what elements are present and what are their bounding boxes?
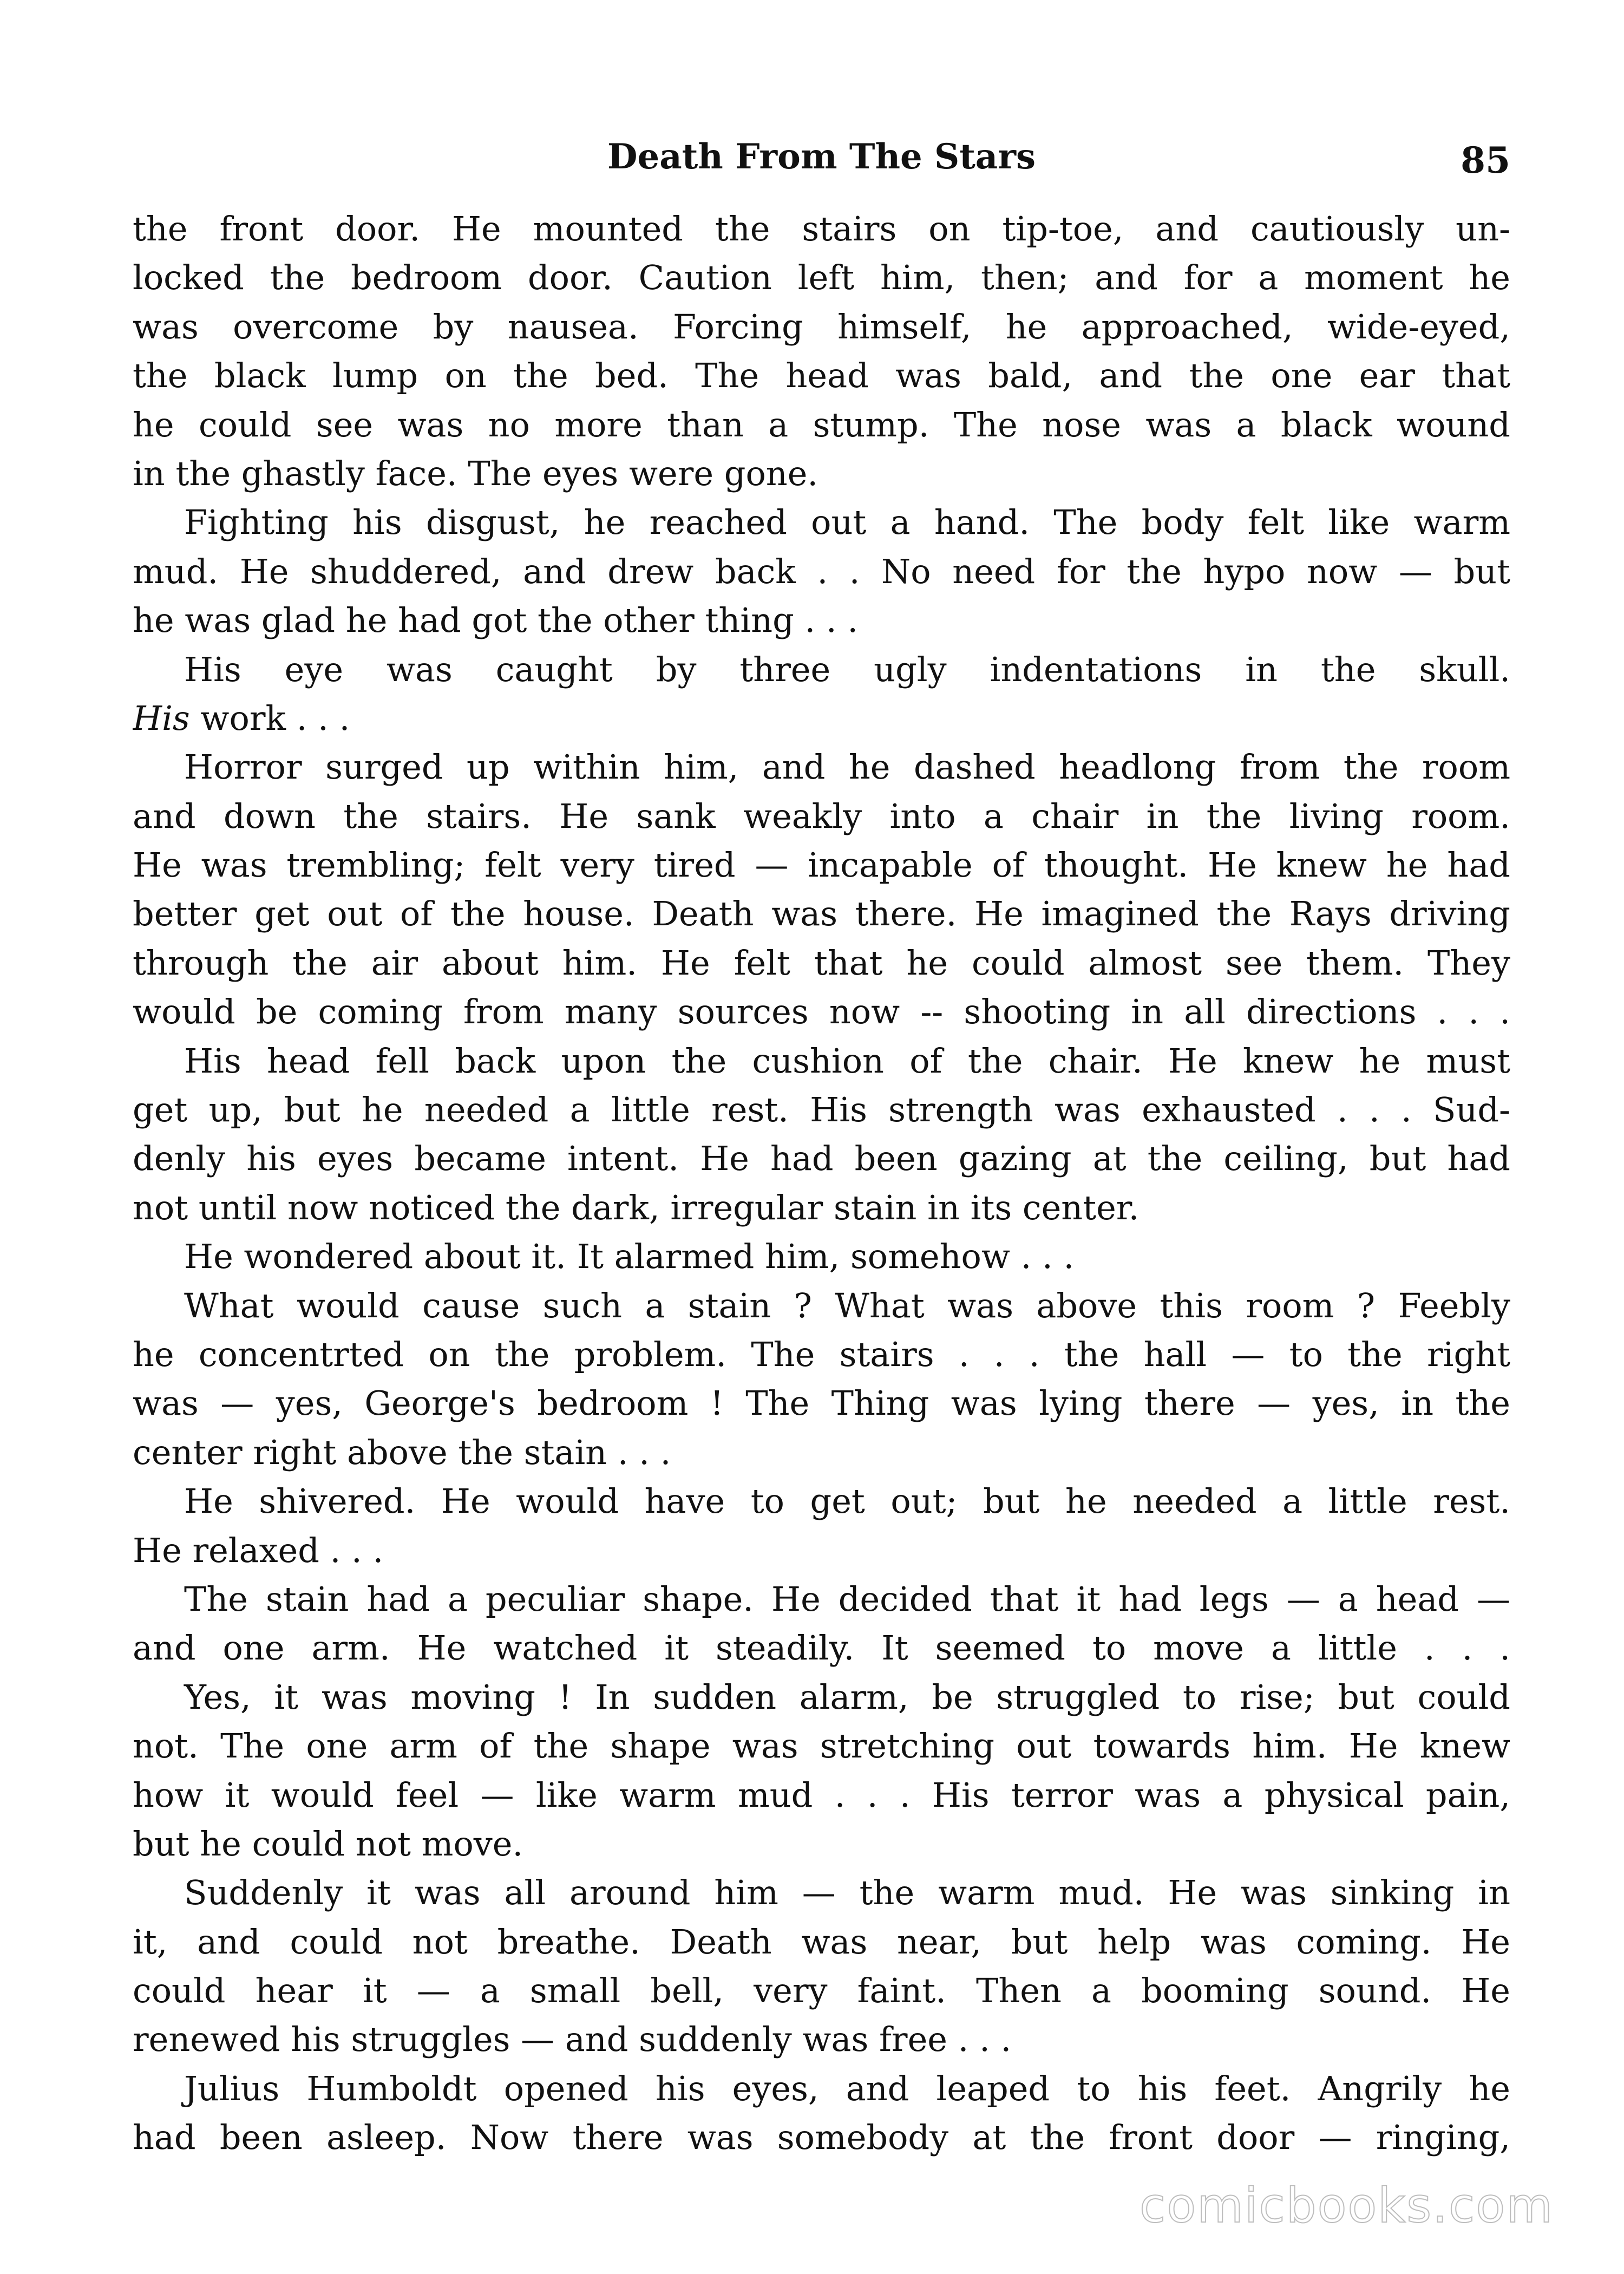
text-line: he could see was no more than a stump. The nose was a black wound [133, 404, 1510, 445]
text-line: Yes, it was moving ! In sudden alarm, be struggled to rise; but could [184, 1677, 1510, 1717]
text-line-mixed [133, 694, 1510, 743]
text-line: in the ghastly face. The eyes were gone. [133, 453, 818, 493]
text-line: His head fell back upon the cushion of the chair. He knew he must [184, 1041, 1510, 1081]
text-line: through the air about him. He felt that he could almost see them. They [133, 943, 1510, 983]
page-number: 85 [1461, 139, 1510, 181]
text-line: Suddenly it was all around him — the warm mud. He was sinking in [184, 1873, 1510, 1913]
text-line: he concentrted on the problem. The stairs . . . the hall — to the right [133, 1334, 1510, 1374]
text-line: had been asleep. Now there was somebody at the front door — ringing, [133, 2118, 1510, 2158]
text-line: He was trembling; felt very tired — incapable of thought. He knew he had [133, 845, 1510, 885]
text-line: would be coming from many sources now -- shooting in all directions . . . [133, 992, 1510, 1032]
text-line: center right above the stain . . . [133, 1432, 671, 1472]
text-line: better get out of the house. Death was there. He imagined the Rays driving [133, 894, 1510, 934]
text-line: it, and could not breathe. Death was near, but help was coming. He [133, 1922, 1510, 1962]
text-line: Fighting his disgust, he reached out a hand. The body felt like warm [184, 502, 1510, 543]
text-line: was — yes, George's bedroom ! The Thing was lying there — yes, in the [133, 1383, 1510, 1423]
text-run: work . . . [189, 698, 350, 738]
text-line: not until now noticed the dark, irregular stain in its center. [133, 1187, 1140, 1227]
text-line: Julius Humboldt opened his eyes, and leaped to his feet. Angrily he [184, 2068, 1510, 2108]
text-line: mud. He shuddered, and drew back . . No need for the hypo now — but [133, 551, 1510, 591]
text-line: the front door. He mounted the stairs on tip-toe, and cautiously un- [133, 209, 1510, 249]
text-line: but he could not move. [133, 1824, 523, 1864]
text-line: the black lump on the bed. The head was bald, and the one ear that [133, 356, 1510, 396]
text-line: He wondered about it. It alarmed him, somehow . . . [184, 1237, 1075, 1277]
text-line: What would cause such a stain ? What was above this room ? Feebly [184, 1285, 1510, 1325]
text-line: locked the bedroom door. Caution left him, then; and for a moment he [133, 258, 1510, 298]
running-title: Death From The Stars [607, 136, 1036, 177]
text-line: could hear it — a small bell, very faint. Then a booming sound. He [133, 1971, 1510, 2011]
text-line: The stain had a peculiar shape. He decided that it had legs — a head — [184, 1579, 1510, 1619]
text-line: and one arm. He watched it steadily. It seemed to move a little . . . [133, 1628, 1510, 1668]
italic-word: His [133, 698, 190, 738]
body-text [133, 205, 1510, 2162]
text-line: He relaxed . . . [133, 1530, 384, 1570]
text-line: how it would feel — like warm mud . . . His terror was a physical pain, [133, 1775, 1510, 1815]
running-head [133, 130, 1510, 184]
text-line: He shivered. He would have to get out; but he needed a little rest. [184, 1481, 1510, 1521]
watermark-logo: comicbooks.com [1139, 2178, 1554, 2233]
text-line: His eye was caught by three ugly indentations in the skull. [184, 649, 1510, 689]
text-line: and down the stairs. He sank weakly into a chair in the living room. [133, 796, 1510, 836]
text-line: get up, but he needed a little rest. His strength was exhausted . . . Sud- [133, 1090, 1510, 1130]
text-line: denly his eyes became intent. He had been gazing at the ceiling, but had [133, 1139, 1510, 1179]
text-line: Horror surged up within him, and he dashed headlong from the room [184, 747, 1510, 787]
text-line: renewed his struggles — and suddenly was free . . . [133, 2020, 1012, 2060]
text-line: was overcome by nausea. Forcing himself, he approached, wide-eyed, [133, 306, 1510, 347]
text-line: he was glad he had got the other thing . . . [133, 600, 859, 641]
text-line: not. The one arm of the shape was stretching out towards him. He knew [133, 1726, 1510, 1766]
